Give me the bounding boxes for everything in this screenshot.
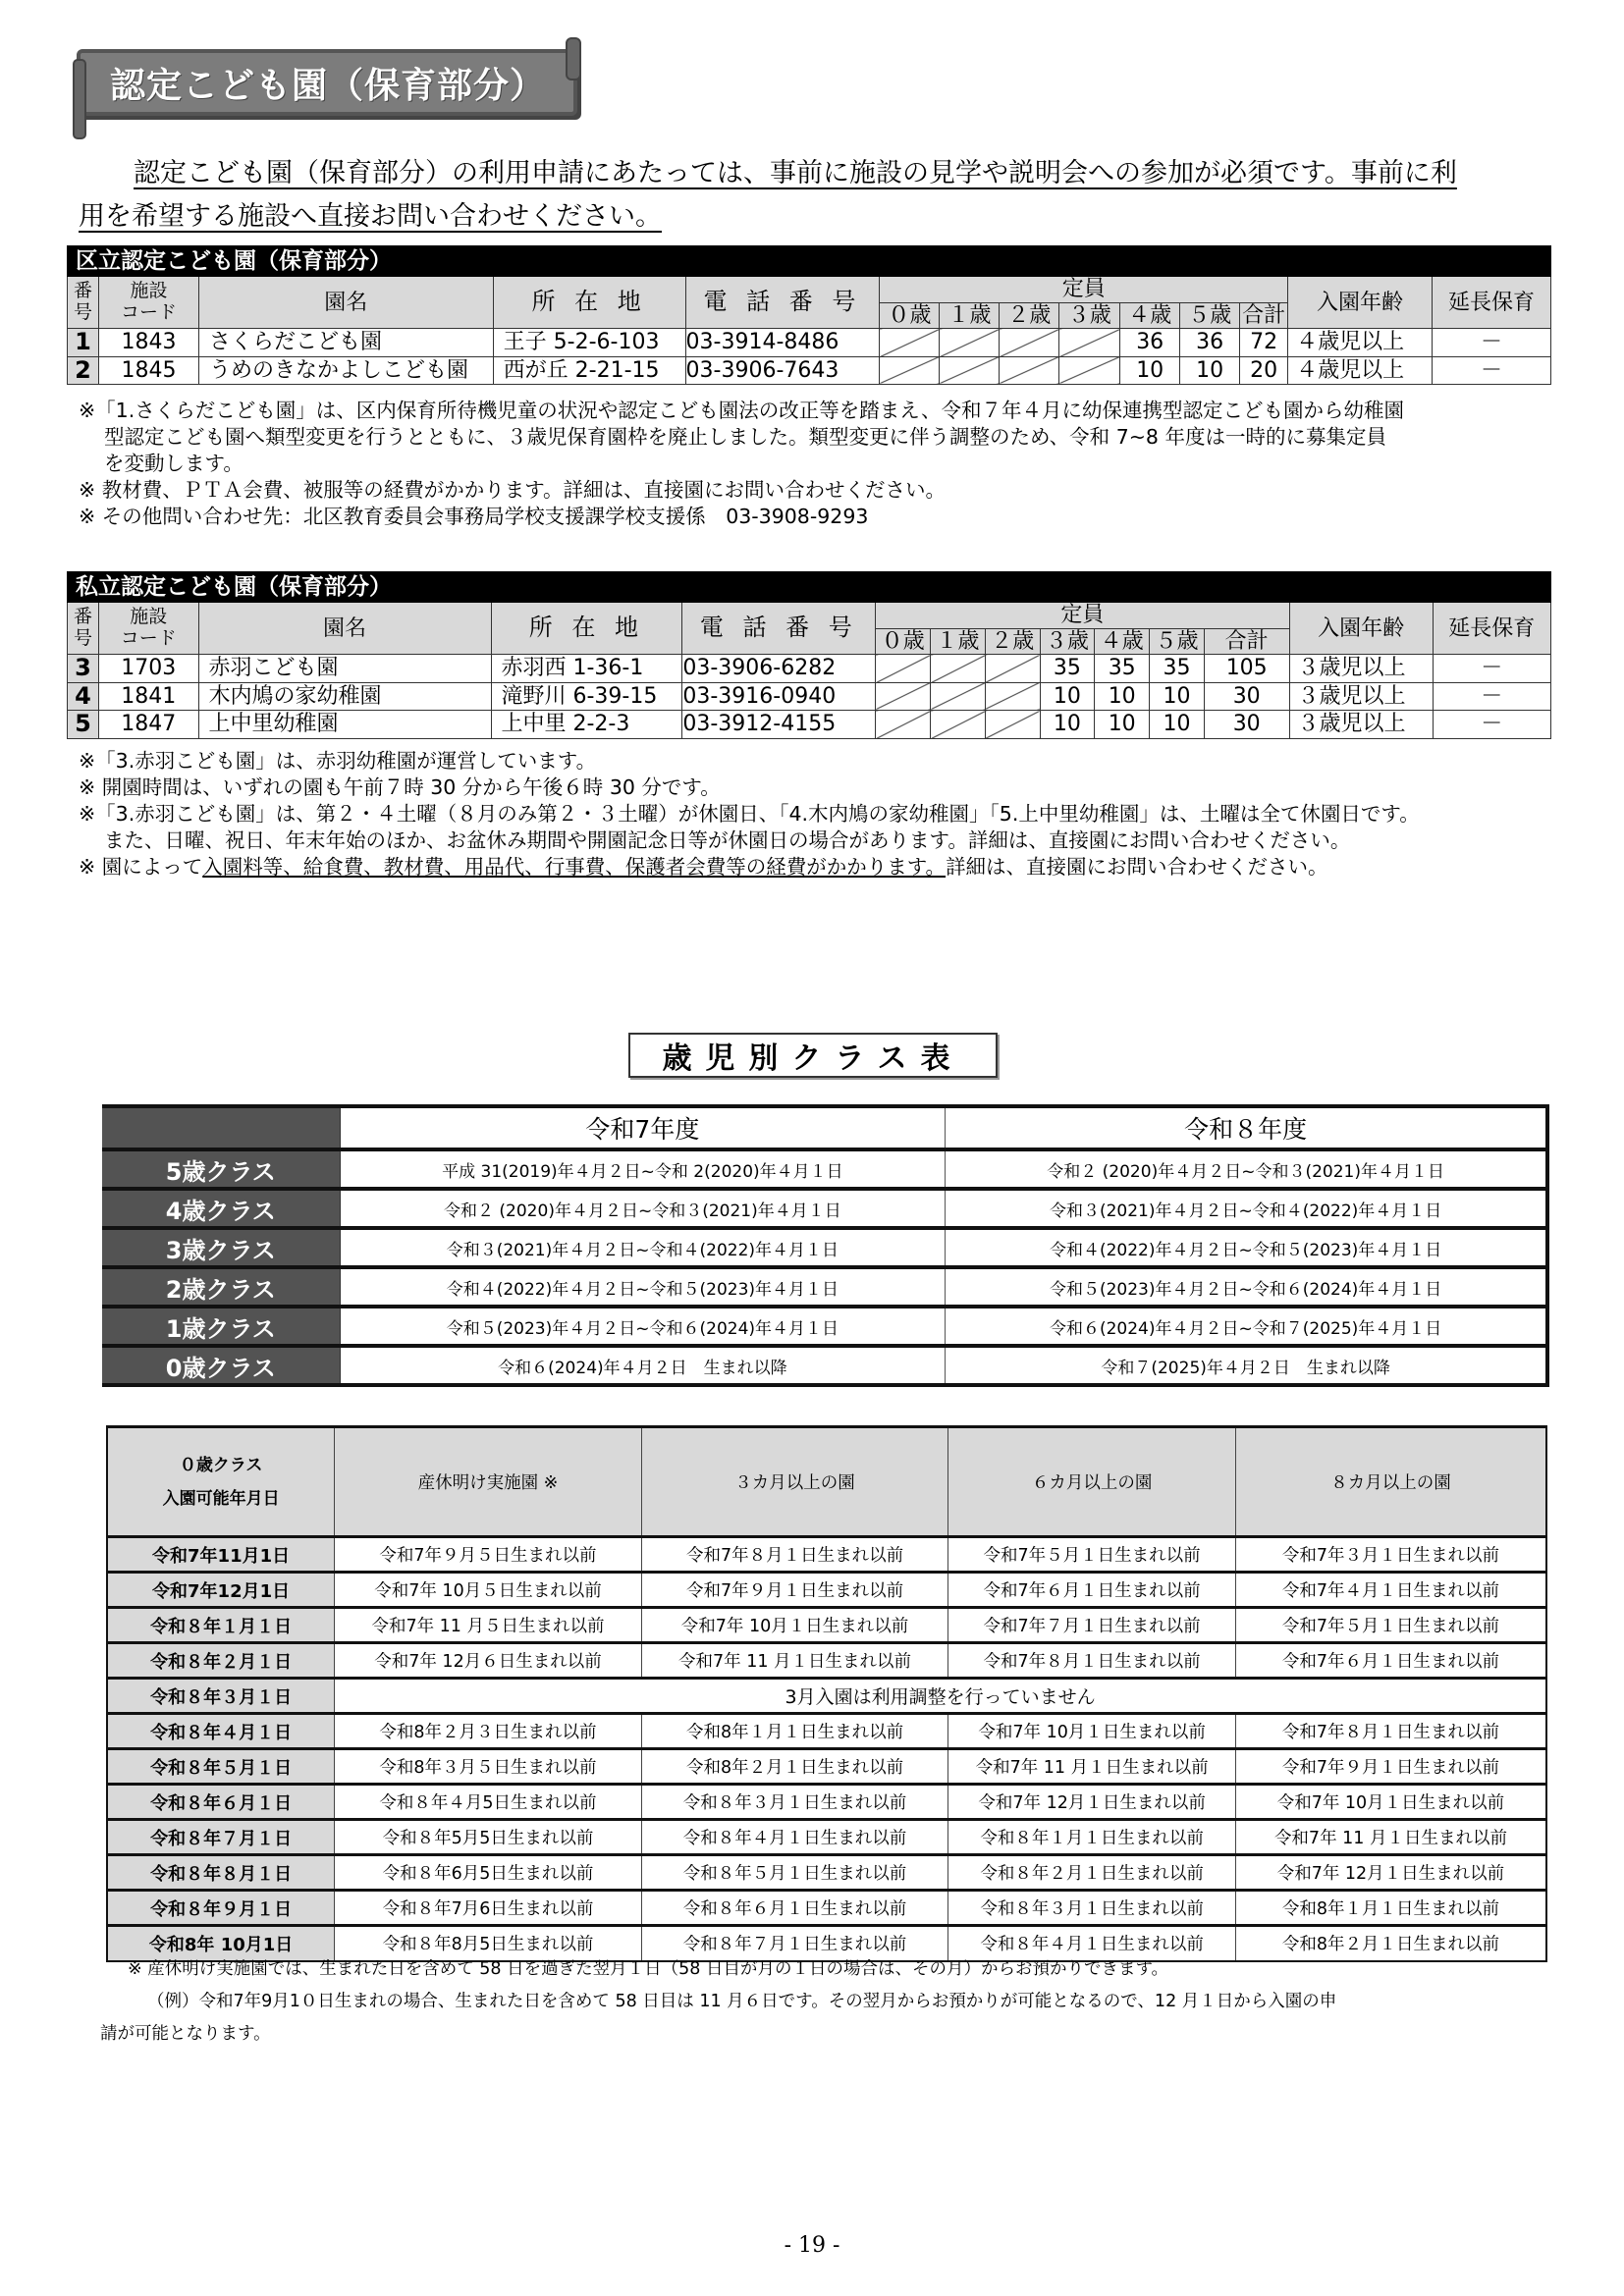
range-r8: 令和５(2023)年４月２日~令和６(2024)年４月１日 [946,1267,1547,1307]
intro-paragraph [79,152,1571,239]
cap-na [931,711,986,739]
page-number: - 19 - [784,2233,840,2258]
admission-date: 令和８年８月１日 [107,1855,335,1891]
cell: 令和7年９月１日生まれ以前 [1235,1749,1546,1785]
cap-total: 105 [1204,655,1289,683]
header-age-2: ２歳 [985,628,1040,654]
class-label: 3歳クラス [102,1228,340,1267]
cap-age-3: 35 [1040,655,1095,683]
header-age-3: ３歳 [1040,628,1095,654]
header-entry-age: 入園年齢 [1289,603,1433,655]
table-row [107,1573,1546,1608]
cell: 令和8年２月１日生まれ以前 [641,1749,948,1785]
range-r7: 平成 31(2019)年４月２日~令和 2(2020)年４月１日 [340,1149,946,1189]
column-header: ８カ月以上の園 [1235,1427,1546,1537]
facility-code: 1845 [98,356,198,385]
row-number: 2 [68,356,99,385]
header-capacity: 定員 [880,277,1288,302]
cap-na [880,356,940,385]
facility-code: 1843 [98,329,198,357]
column-header: ３カ月以上の園 [641,1427,948,1537]
cell: 令和7年６月１日生まれ以前 [948,1573,1236,1608]
intro-line-1: 認定こども園（保育部分）の利用申請にあたっては、事前に施設の見学や説明会への参加が必須です。事前に利 [134,158,1457,188]
row-number: 3 [68,655,99,683]
cap-na [876,655,931,683]
header-num: 番号 [68,277,99,329]
admission-date: 令和８年９月１日 [107,1891,335,1926]
extended-care: － [1433,711,1550,739]
table-row [102,1346,1547,1385]
table-row [102,1189,1547,1228]
cell: 令和7年 10月１日生まれ以前 [641,1608,948,1643]
cell: 令和7年８月１日生まれ以前 [641,1537,948,1573]
cap-na [1000,329,1059,357]
cell: 令和８年３月１日生まれ以前 [641,1785,948,1820]
header-age-4: ４歳 [1095,628,1150,654]
class-table-title: 歳児別クラス表 [628,1033,998,1078]
entry-age: ４歳児以上 [1288,356,1433,385]
note: ※ 教材費、ＰＴＡ会費、被服等の経費がかかります。詳細は、直接園にお問い合わせください。 [79,478,947,502]
cap-na [876,682,931,711]
table-caption: 私立認定こども園（保育部分） [68,572,1551,603]
table-row [68,711,1551,739]
cap-na [940,329,1000,357]
cell: 令和7年 10月１日生まれ以前 [948,1714,1236,1749]
cap-total: 30 [1204,711,1289,739]
range-r7: 令和５(2023)年４月２日~令和６(2024)年４月１日 [340,1307,946,1346]
cap-na [880,329,940,357]
class-label: 0歳クラス [102,1346,340,1385]
header-age-1: １歳 [940,302,1000,328]
table-row [107,1679,1546,1714]
range-r8: 令和４(2022)年４月２日~令和５(2023)年４月１日 [946,1228,1547,1267]
column-header: 産休明け実施園 ※ [335,1427,642,1537]
table-row [68,682,1551,711]
cap-na [940,356,1000,385]
facility-name: 上中里幼稚園 [198,711,491,739]
header-age-5: ５歳 [1150,628,1205,654]
note: ※「3.赤羽こども園」は、赤羽幼稚園が運営しています。 [79,749,597,773]
cap-na [1000,356,1059,385]
table-row [68,329,1551,357]
cap-age-3: 10 [1040,711,1095,739]
cell: 令和7年９月１日生まれ以前 [641,1573,948,1608]
cell: 令和８年７月１日生まれ以前 [641,1926,948,1961]
cell: 令和８年５月１日生まれ以前 [641,1855,948,1891]
note: ※「1.さくらだこども園」は、区内保育所待機児童の状況や認定こども園法の改正等を踏まえ、令和７年４月に幼保連携型認定こども園から幼稚園 型認定こども園へ類型変更を行うとともに、３歳児保育園枠を廃止しました。類型変更に伴う調整のため、令和 7~8 年度は一時的に募集定員 を変動します。 [79,399,1404,475]
header-num: 番号 [68,603,99,655]
table-row [102,1228,1547,1267]
cell: 令和7年 12月１日生まれ以前 [948,1785,1236,1820]
header-code: 施設 コード [98,603,198,655]
cell: 令和7年 11 月５日生まれ以前 [335,1608,642,1643]
facility-phone: 03-3906-7643 [685,356,880,385]
private-notes [79,748,1571,881]
header-name: 園名 [198,277,493,329]
range-r8: 令和２ (2020)年４月２日~令和３(2021)年４月１日 [946,1149,1547,1189]
cell: 令和８年６月１日生まれ以前 [641,1891,948,1926]
cap-na [985,655,1040,683]
facility-address: 滝野川 6-39-15 [491,682,682,711]
cell: 令和8年１月１日生まれ以前 [1235,1891,1546,1926]
cell: 令和8年３月５日生まれ以前 [335,1749,642,1785]
facility-name: 赤羽こども園 [198,655,491,683]
table-row [107,1749,1546,1785]
header-phone: 電 話 番 号 [685,277,880,329]
cell: 令和7年４月１日生まれ以前 [1235,1573,1546,1608]
header-age-4: ４歳 [1120,302,1180,328]
header-phone: 電 話 番 号 [682,603,876,655]
cap-age-3: 10 [1040,682,1095,711]
header-entry-age: 入園年齢 [1288,277,1433,329]
row-number: 4 [68,682,99,711]
table-row [102,1267,1547,1307]
note: ※ 園によって入園料等、給食費、教材費、用品代、行事費、保護者会費等の経費がかかります。詳細は、直接園にお問い合わせください。 [79,855,1328,879]
header-address: 所 在 地 [491,603,682,655]
row-number: 5 [68,711,99,739]
footnote-example: （例）令和7年9月1０日生まれの場合、生まれた日を含めて 58 日目は 11 月６日です。その翌月からお預かりが可能となるので、12 月１日から入園の申 [147,1992,1337,2011]
zero-year-admission-table [106,1425,1547,1962]
extended-care: － [1433,682,1550,711]
note: ※ 開園時間は、いずれの園も午前７時 30 分から午後６時 30 分です。 [79,775,721,799]
cell: 令和7年 11 月１日生まれ以前 [1235,1820,1546,1855]
footnote-example-cont: 請が可能となります。 [100,2024,271,2044]
extended-care: － [1433,655,1550,683]
cell: 令和7年３月１日生まれ以前 [1235,1537,1546,1573]
cap-age-5: 10 [1180,356,1240,385]
range-r8: 令和３(2021)年４月２日~令和４(2022)年４月１日 [946,1189,1547,1228]
cell: 令和８年４月１日生まれ以前 [948,1926,1236,1961]
table-row [107,1820,1546,1855]
admission-date: 令和８年２月１日 [107,1643,335,1679]
cell: 令和7年７月１日生まれ以前 [948,1608,1236,1643]
header-age-0: ０歳 [880,302,940,328]
table-row [68,356,1551,385]
header-age-3: ３歳 [1059,302,1120,328]
header-age-1: １歳 [931,628,986,654]
header-total: 合計 [1204,628,1289,654]
footnote: ※ 産休明け実施園では、生まれた日を含めて 58 日を過ぎた翌月１日（58 日目が月の１日の場合は、その月）からお預かりできます。 [128,1959,1169,1979]
footnotes [100,1953,1561,2051]
range-r7: 令和４(2022)年４月２日~令和５(2023)年４月１日 [340,1267,946,1307]
note: ※ その他問い合わせ先：北区教育委員会事務局学校支援課学校支援係 03-3908-9293 [79,505,869,528]
cap-age-4: 10 [1095,711,1150,739]
cell: 令和8年２月１日生まれ以前 [1235,1926,1546,1961]
cap-total: 20 [1240,356,1288,385]
cell: 令和８年１月１日生まれ以前 [948,1820,1236,1855]
facility-address: 赤羽西 1-36-1 [491,655,682,683]
cell: 令和7年８月１日生まれ以前 [1235,1714,1546,1749]
header-capacity: 定員 [876,603,1289,628]
year-header-r8: 令和８年度 [946,1106,1547,1149]
cell: 令和7年５月１日生まれ以前 [1235,1608,1546,1643]
note: ※「3.赤羽こども園」は、第２・４土曜（８月のみ第２・３土曜）が休園日、「4.木内鳩の家幼稚園」「5.上中里幼稚園」は、土曜は全て休園日です。 また、日曜、祝日、年末年始のほか、お盆休み期間や開園記念日等が休園日の場合があります。詳細は、直接園にお問い合わせください。 [79,802,1420,852]
public-facility-table [67,245,1551,385]
cap-na [985,711,1040,739]
cap-na [985,682,1040,711]
facility-address: 西が丘 2-21-15 [493,356,685,385]
admission-date: 令和８年７月１日 [107,1820,335,1855]
cap-total: 72 [1240,329,1288,357]
cell: 令和８年8月5日生まれ以前 [335,1926,642,1961]
admission-date: 令和7年12月1日 [107,1573,335,1608]
extended-care: － [1432,356,1550,385]
cell: 令和7年 10月１日生まれ以前 [1235,1785,1546,1820]
extended-care: － [1432,329,1550,357]
admission-date: 令和８年５月１日 [107,1749,335,1785]
admission-date: 令和８年６月１日 [107,1785,335,1820]
facility-code: 1841 [98,682,198,711]
entry-age: ３歳児以上 [1289,682,1433,711]
table-row [102,1307,1547,1346]
cell: 令和8年１月１日生まれ以前 [641,1714,948,1749]
cell: 令和８年6月5日生まれ以前 [335,1855,642,1891]
cell: 令和８年２月１日生まれ以前 [948,1855,1236,1891]
table-row [107,1608,1546,1643]
class-table [102,1104,1549,1387]
entry-age: ４歳児以上 [1288,329,1433,357]
facility-name: うめのきなかよしこども園 [198,356,493,385]
table-caption: 区立認定こども園（保育部分） [68,246,1551,277]
cell: 令和7年９月５日生まれ以前 [335,1537,642,1573]
cell: 令和８年４月１日生まれ以前 [641,1820,948,1855]
cap-age-4: 35 [1095,655,1150,683]
facility-code: 1703 [98,655,198,683]
table-row [107,1785,1546,1820]
entry-age: ３歳児以上 [1289,655,1433,683]
admission-date: 令和8年 10月1日 [107,1926,335,1961]
intro-line-2: 用を希望する施設へ直接お問い合わせください。 [79,201,662,232]
column-header: ６カ月以上の園 [948,1427,1236,1537]
range-r7: 令和６(2024)年４月２日 生まれ以降 [340,1346,946,1385]
facility-phone: 03-3914-8486 [685,329,880,357]
no-adjustment-notice: 3月入園は利用調整を行っていません [335,1679,1546,1714]
cap-age-4: 10 [1120,356,1180,385]
facility-name: さくらだこども園 [198,329,493,357]
cap-na [1059,356,1120,385]
cap-age-5: 35 [1150,655,1205,683]
facility-phone: 03-3912-4155 [682,711,876,739]
cell: 令和7年８月１日生まれ以前 [948,1643,1236,1679]
public-notes [79,398,1571,530]
range-r7: 令和３(2021)年４月２日~令和４(2022)年４月１日 [340,1228,946,1267]
cell: 令和８年7月6日生まれ以前 [335,1891,642,1926]
cap-na [876,711,931,739]
facility-name: 木内鳩の家幼稚園 [198,682,491,711]
admission-date: 令和８年４月１日 [107,1714,335,1749]
cap-age-5: 36 [1180,329,1240,357]
cell: 令和7年５月１日生まれ以前 [948,1537,1236,1573]
header-total: 合計 [1240,302,1288,328]
entry-age: ３歳児以上 [1289,711,1433,739]
facility-address: 王子 5-2-6-103 [493,329,685,357]
class-label: 1歳クラス [102,1307,340,1346]
cap-age-5: 10 [1150,711,1205,739]
table-row [68,655,1551,683]
table-row [107,1855,1546,1891]
table-row [107,1643,1546,1679]
cell: 令和7年 12月６日生まれ以前 [335,1643,642,1679]
range-r8: 令和７(2025)年４月２日 生まれ以降 [946,1346,1547,1385]
row-number: 1 [68,329,99,357]
year-header-r7: 令和7年度 [340,1106,946,1149]
table-row [107,1537,1546,1573]
cap-total: 30 [1204,682,1289,711]
table-row [107,1891,1546,1926]
cap-age-5: 10 [1150,682,1205,711]
section-title: 認定こども園（保育部分） [110,65,547,106]
facility-phone: 03-3906-6282 [682,655,876,683]
class-label: 5歳クラス [102,1149,340,1189]
class-label: 4歳クラス [102,1189,340,1228]
header-name: 園名 [198,603,491,655]
section-title-banner [77,49,577,116]
admission-date: 令和7年11月1日 [107,1537,335,1573]
class-label: 2歳クラス [102,1267,340,1307]
header-address: 所 在 地 [493,277,685,329]
cap-na [1059,329,1120,357]
table-row [107,1714,1546,1749]
private-facility-table [67,571,1551,739]
admission-date: 令和８年３月１日 [107,1679,335,1714]
cell: 令和８年5月5日生まれ以前 [335,1820,642,1855]
cell: 令和7年６月１日生まれ以前 [1235,1643,1546,1679]
table-row [102,1149,1547,1189]
header-code: 施設 コード [98,277,198,329]
corner-cell: ０歳クラス 入園可能年月日 [107,1427,335,1537]
cap-na [931,682,986,711]
facility-code: 1847 [98,711,198,739]
header-age-5: ５歳 [1180,302,1240,328]
admission-date: 令和８年１月１日 [107,1608,335,1643]
cell: 令和7年 10月５日生まれ以前 [335,1573,642,1608]
cell: 令和８年４月5日生まれ以前 [335,1785,642,1820]
cell: 令和7年 12月１日生まれ以前 [1235,1855,1546,1891]
cell: 令和7年 11 月１日生まれ以前 [641,1643,948,1679]
range-r8: 令和６(2024)年４月２日~令和７(2025)年４月１日 [946,1307,1547,1346]
header-age-2: ２歳 [1000,302,1059,328]
header-age-0: ０歳 [876,628,931,654]
cap-age-4: 10 [1095,682,1150,711]
cell: 令和８年３月１日生まれ以前 [948,1891,1236,1926]
facility-address: 上中里 2-2-3 [491,711,682,739]
cell: 令和7年 11 月１日生まれ以前 [948,1749,1236,1785]
cell: 令和8年２月３日生まれ以前 [335,1714,642,1749]
header-extended: 延長保育 [1432,277,1550,329]
cap-na [931,655,986,683]
range-r7: 令和２ (2020)年４月２日~令和３(2021)年４月１日 [340,1189,946,1228]
cap-age-4: 36 [1120,329,1180,357]
header-extended: 延長保育 [1433,603,1550,655]
corner-cell [102,1106,340,1149]
facility-phone: 03-3916-0940 [682,682,876,711]
